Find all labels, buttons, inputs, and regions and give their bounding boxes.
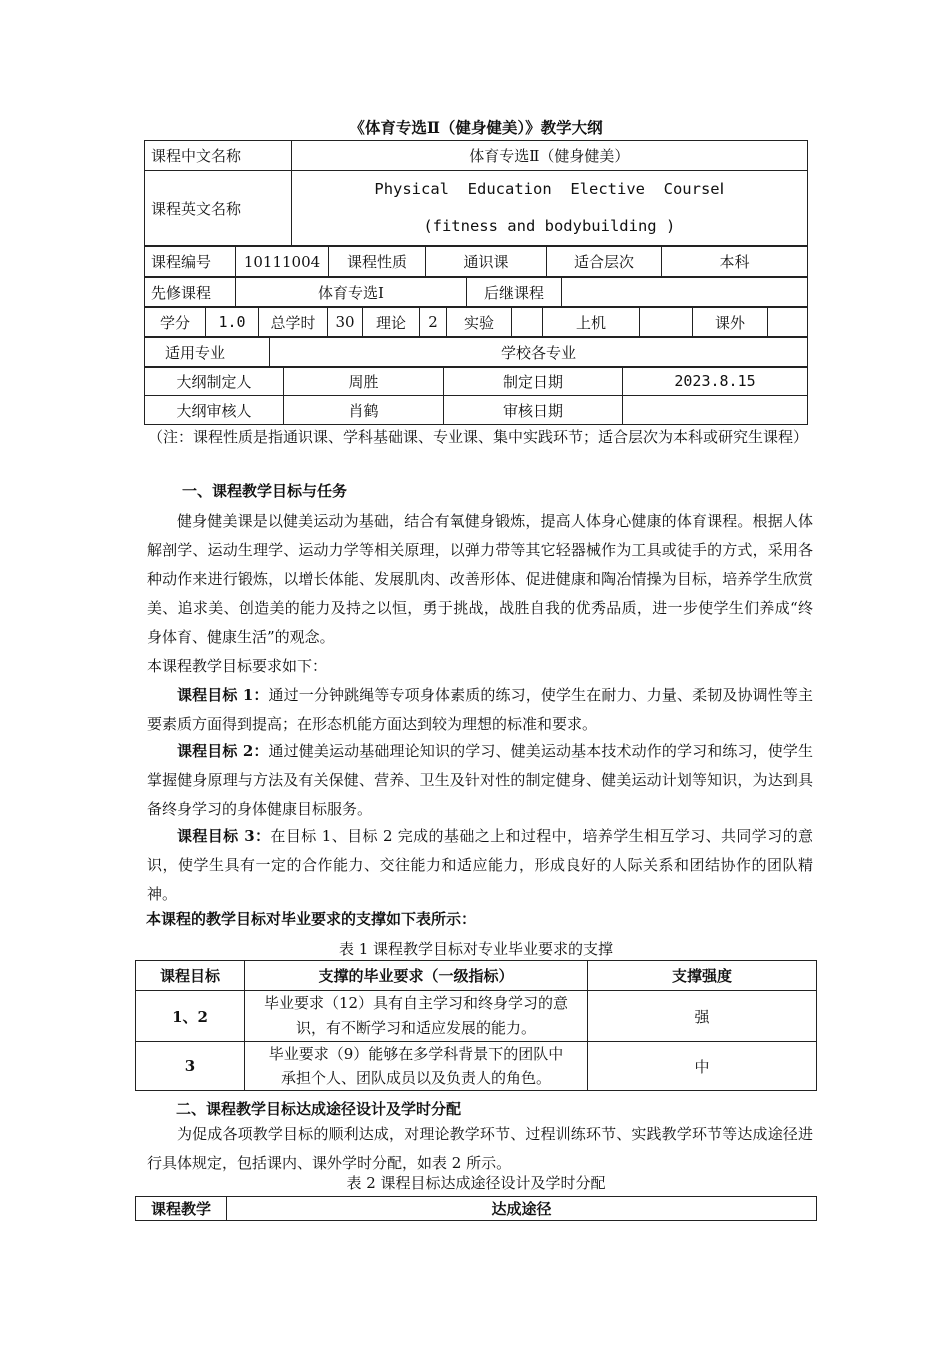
review-date-value: [623, 396, 808, 425]
section1-para2: 本课程教学目标要求如下：: [147, 657, 328, 675]
table1-row2-req-line1: 毕业要求（9）能够在多学科背景下的团队中: [268, 1045, 564, 1063]
table-row: [136, 1042, 817, 1091]
cn-name-label: 课程中文名称: [145, 141, 292, 171]
section1-para1: 健身健美课是以健美运动为基础，结合有氧健身锻炼，提高人体身心健康的体育课程。根据人体解剖学、运动生理学、运动力学等相关原理，以弹力带等其它轻器械作为工具或徒手的方式，采用各种动作来进行锻炼，以增长体能、发展肌肉、改善形体、促进健康和陶冶情操为目标，培养学生欣赏美、追求美、创造美的能力及持之以恒，勇于挑战，战胜自我的优秀品质，进一步使学生们养成“终身体育、健康生活”的观念。: [147, 512, 813, 646]
table1-row2-req-line2: 承担个人、团队成员以及负责人的角色。: [280, 1069, 551, 1087]
table-row: [136, 991, 817, 1042]
table1-caption: 表 1 课程教学目标对专业毕业要求的支撑: [338, 940, 614, 958]
major-value: 学校各专业: [270, 338, 808, 368]
table2-header-pathway: 达成途径: [227, 1197, 817, 1221]
pathway-table: [135, 1196, 817, 1221]
goal1-paragraph: [147, 681, 813, 739]
author-label: 大纲制定人: [145, 367, 284, 396]
lab-value: [512, 308, 543, 337]
table1-row2-goal: 3: [136, 1042, 245, 1091]
code-value: 10111004: [236, 247, 329, 277]
table1-row1-strength: 强: [588, 991, 817, 1042]
extra-value: [768, 308, 808, 337]
reviewer-value: 肖鹤: [284, 396, 444, 425]
course-staff-table: [144, 337, 808, 368]
goal2-paragraph: [147, 737, 813, 824]
date-label: 制定日期: [444, 367, 623, 396]
theory-label: 理论: [363, 308, 420, 337]
reviewer-label: 大纲审核人: [145, 396, 284, 425]
credit-label: 学分: [145, 308, 206, 337]
hours-value: 30: [328, 308, 363, 337]
course-info-table: [144, 140, 808, 246]
table1-row1-req-line1: 毕业要求（12）具有自主学习和终身学习的意: [263, 994, 569, 1012]
nature-label: 课程性质: [329, 247, 426, 277]
theory-value: 2: [420, 308, 447, 337]
prereq-label: 先修课程: [145, 278, 236, 307]
computer-value: [640, 308, 693, 337]
support-table: [135, 960, 817, 1091]
section2-heading: 二、课程教学目标达成途径设计及学时分配: [176, 1100, 462, 1118]
follow-value: [562, 278, 808, 307]
goal1-text: 通过一分钟跳绳等专项身体素质的练习，使学生在耐力、力量、柔韧及协调性等主要素质方面得到提高；在形态机能方面达到较为理想的标准和要求。: [147, 686, 813, 733]
nature-value: 通识课: [426, 247, 547, 277]
review-date-label: 审核日期: [444, 396, 623, 425]
goal3-text: 在目标 1、目标 2 完成的基础之上和过程中，培养学生相互学习、共同学习的意识，使学生具有一定的合作能力、交往能力和适应能力，形成良好的人际关系和团结协作的团队精神。: [147, 827, 813, 903]
table1-row1-goal: 1、2: [136, 991, 245, 1042]
code-label: 课程编号: [145, 247, 236, 277]
section2-para: 为促成各项教学目标的顺利达成，对理论教学环节、过程训练环节、实践教学环节等达成途径进行具体规定，包括课内、课外学时分配，如表 2 所示。: [147, 1125, 813, 1172]
course-hours-table: [144, 307, 808, 337]
en-name-label: 课程英文名称: [145, 171, 292, 246]
level-value: 本科: [662, 247, 808, 277]
table1-header-strength: 支撑强度: [588, 961, 817, 991]
table1-row2-strength: 中: [588, 1042, 817, 1091]
course-info-table-2: [144, 246, 808, 277]
table2-caption: 表 2 课程目标达成途径设计及学时分配: [346, 1174, 606, 1192]
table1-header-goal: 课程目标: [136, 961, 245, 991]
table1-row1-req-line2: 识，有不断学习和适应发展的能力。: [295, 1019, 536, 1037]
en-name-line2: (fitness and bodybuilding ): [423, 217, 676, 235]
support-heading: 本课程的教学目标对毕业要求的支撑如下表所示：: [146, 910, 477, 928]
level-label: 适合层次: [547, 247, 662, 277]
goal2-label: 课程目标 2：: [177, 742, 269, 760]
goal3-paragraph: [147, 822, 813, 909]
en-name-line1: Physical Education Elective CourseⅠ: [374, 180, 725, 198]
follow-label: 后继课程: [467, 278, 562, 307]
credit-value: 1.0: [206, 308, 259, 337]
section1-heading: 一、课程教学目标与任务: [182, 482, 348, 500]
computer-label: 上机: [543, 308, 640, 337]
date-value: 2023.8.15: [623, 367, 808, 396]
cn-name-value: 体育专选Ⅱ（健身健美）: [291, 141, 807, 171]
goal2-text: 通过健美运动基础理论知识的学习、健美运动基本技术动作的学习和练习，使学生掌握健身原理与方法及有关保健、营养、卫生及针对性的制定健身、健美运动计划等知识，为达到具备终身学习的身体健康目标服务。: [147, 742, 813, 818]
goal3-label: 课程目标 3：: [177, 827, 271, 845]
extra-label: 课外: [693, 308, 768, 337]
goal1-label: 课程目标 1：: [177, 686, 269, 704]
table2-header-teaching: 课程教学: [136, 1197, 227, 1221]
note: （注：课程性质是指通识课、学科基础课、专业课、集中实践环节；适合层次为本科或研究生课程）: [148, 428, 809, 446]
table1-row2-req: [245, 1042, 588, 1091]
en-name-value: [291, 171, 807, 246]
major-label: 适用专业: [145, 338, 270, 368]
course-author-table: [144, 366, 808, 425]
document-title: 《体育专选Ⅱ（健身健美）》教学大纲: [349, 118, 603, 137]
hours-label: 总学时: [259, 308, 328, 337]
table1-row1-req: [245, 991, 588, 1042]
table1-header-req: 支撑的毕业要求（一级指标）: [245, 961, 588, 991]
lab-label: 实验: [447, 308, 512, 337]
prereq-value: 体育专选Ⅰ: [236, 278, 467, 307]
course-info-table-3: [144, 277, 808, 307]
author-value: 周胜: [284, 367, 444, 396]
